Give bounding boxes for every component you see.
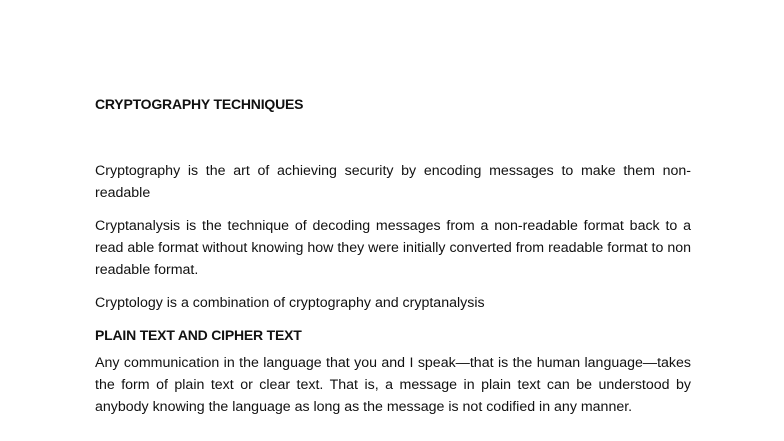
paragraph-cryptography-definition: Cryptography is the art of achieving security by encoding messages to make them non-readable (95, 163, 691, 201)
section-heading-plain-text-and-cipher-text: PLAIN TEXT AND CIPHER TEXT (95, 327, 302, 343)
paragraph-plain-text-definition: Any communication in the language that you and I speak—that is the human language—takes the form of plain text or clear text. That is, a message in plain text can be understood by anybody knowing the language as long as the message is not codified in any manner. (95, 355, 691, 415)
paragraph-cryptanalysis-definition: Cryptanalysis is the technique of decoding messages from a non-readable format back to a read able format without knowing how they were initially converted from readable format to non readable format. (95, 218, 691, 278)
document-body (95, 94, 691, 418)
section-heading-cryptography-techniques: CRYPTOGRAPHY TECHNIQUES (95, 96, 304, 112)
paragraph-cryptology-definition: Cryptology is a combination of cryptography and cryptanalysis (95, 295, 485, 311)
